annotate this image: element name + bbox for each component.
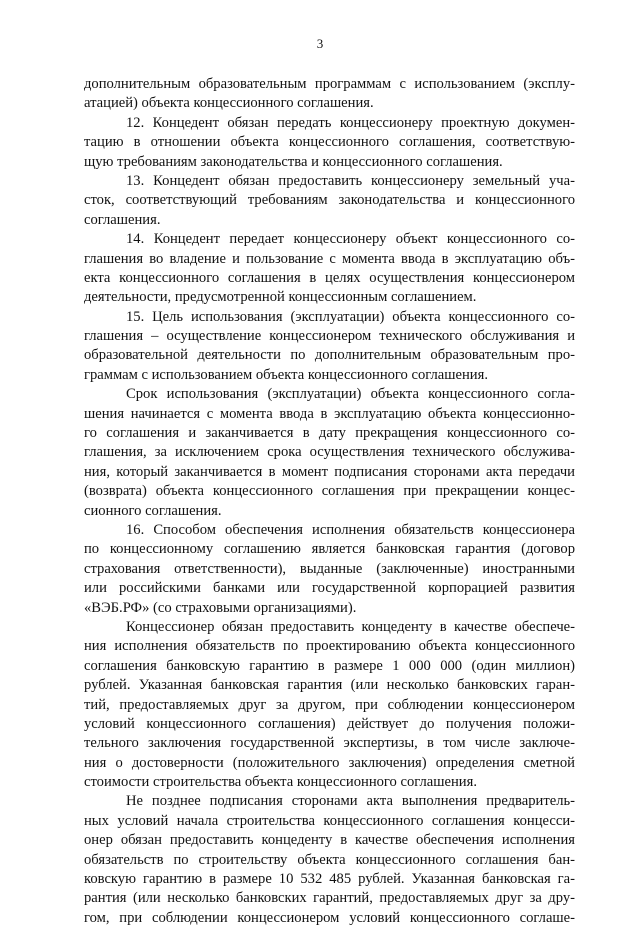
text-line: тельного заключения государственной экспертизы, в том числе заключе-	[84, 735, 575, 752]
text-line: ных условий начала строительства концессионного соглашения концесси-	[84, 812, 575, 829]
text-line: ния о достоверности (положительного заключения) определения сметной	[84, 754, 575, 771]
text-line: го соглашения и заканчивается в дату прекращения концессионного со-	[84, 425, 575, 442]
text-line: тацию в отношении объекта концессионного соглашения, соответствую-	[84, 134, 575, 151]
text-line: ния, который заканчивается в момент подписания сторонами акта передачи	[84, 463, 575, 480]
text-line: 13. Концедент обязан предоставить концессионеру земельный уча-	[126, 172, 575, 189]
text-line: 16. Способом обеспечения исполнения обязательств концессионера	[126, 521, 575, 538]
text-line: «ВЭБ.РФ» (со страховыми организациями).	[84, 599, 357, 616]
document-body	[84, 75, 575, 928]
text-line: Не позднее подписания сторонами акта выполнения предваритель-	[126, 793, 575, 810]
text-line: дополнительным образовательным программам с использованием (эксплу-	[84, 76, 575, 92]
text-line: 14. Концедент передает концессионеру объект концессионного со-	[126, 231, 575, 248]
text-line: тий, предоставляемых друг за другом, при соблюдении концессионером	[84, 696, 575, 713]
text-line: рантия (или несколько банковских гарантий, предоставляемых друг за дру-	[84, 890, 575, 907]
text-line: соглашения банковскую гарантию в размере 1 000 000 (один миллион)	[84, 657, 575, 674]
text-line: екта концессионного соглашения в целях осуществления концессионером	[84, 269, 575, 286]
text-line: или российскими банками или государственной корпорацией развития	[84, 580, 575, 597]
text-line: онер обязан предоставить концеденту в качестве обеспечения исполнения	[84, 832, 575, 849]
text-line: стоимости строительства объекта концессионного соглашения.	[84, 774, 477, 791]
text-line: по концессионному соглашению является банковская гарантия (договор	[84, 541, 575, 558]
text-line: страхования ответственности), выданные (заключенные) иностранными	[84, 560, 575, 577]
text-line: соглашения.	[84, 211, 161, 228]
text-line: (возврата) объекта концессионного соглашения при прекращении концес-	[84, 483, 575, 500]
text-line: атацией) объекта концессионного соглашения.	[84, 95, 374, 112]
text-line: Срок использования (эксплуатации) объекта концессионного согла-	[126, 386, 575, 403]
text-line: Концессионер обязан предоставить концеденту в качестве обеспече-	[126, 618, 575, 635]
text-line: деятельности, предусмотренной концессионным соглашением.	[84, 289, 477, 306]
text-line: глашения – осуществление концессионером технического обслуживания и	[84, 328, 575, 345]
paragraph	[84, 521, 575, 618]
paragraph	[84, 385, 575, 521]
paragraph	[84, 792, 575, 928]
paragraph	[84, 75, 575, 114]
paragraph	[84, 618, 575, 793]
text-line: 12. Концедент обязан передать концессионеру проектную докумен-	[126, 114, 575, 131]
text-line: гом, при соблюдении концессионером условий концессионного соглаше-	[84, 909, 575, 926]
text-line: условий концессионного соглашения) действует до получения положи-	[84, 715, 575, 732]
text-line: щую требованиям законодательства и концессионного соглашения.	[84, 153, 503, 170]
text-line: шения начинается с момента ввода в эксплуатацию объекта концессионно-	[84, 405, 575, 422]
text-line: ковскую гарантию в размере 10 532 485 рублей. Указанная банковская га-	[84, 871, 575, 888]
paragraph	[84, 230, 575, 308]
text-line: сионного соглашения.	[84, 502, 222, 519]
text-line: глашения во владение и пользование с момента ввода в эксплуатацию объ-	[84, 250, 575, 267]
text-line: сток, соответствующий требованиям законодательства и концессионного	[84, 192, 575, 209]
text-line: рублей. Указанная банковская гарантия (или несколько банковских гаран-	[84, 677, 575, 694]
text-line: ния исполнения обязательств по проектированию объекта концессионного	[84, 638, 575, 655]
text-line: 15. Цель использования (эксплуатации) объекта концессионного со-	[126, 308, 575, 325]
paragraph	[84, 172, 575, 230]
text-line: образовательной деятельности по дополнительным образовательным про-	[84, 347, 575, 364]
text-line: глашения, за исключением срока осуществления технического обслужива-	[84, 444, 575, 461]
paragraph	[84, 308, 575, 386]
paragraph	[84, 114, 575, 172]
text-line: обязательств по строительству объекта концессионного соглашения бан-	[84, 851, 575, 868]
text-line: граммам с использованием объекта концессионного соглашения.	[84, 366, 488, 383]
page-number: 3	[316, 36, 324, 51]
